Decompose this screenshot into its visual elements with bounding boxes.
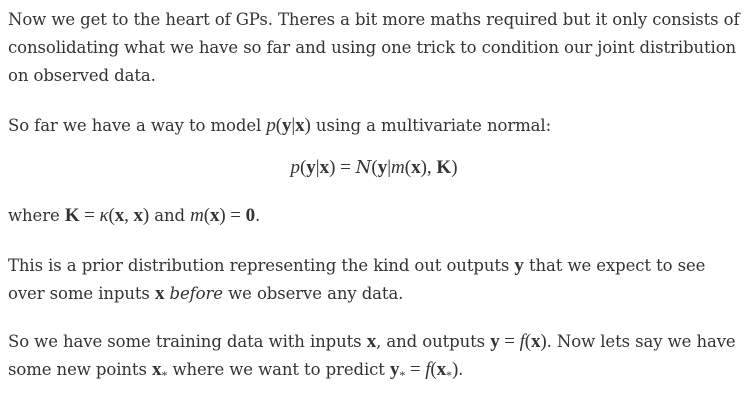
paragraph-model [8,112,740,140]
model-math: p(y|x) [266,115,311,136]
model-after-text: using a multivariate normal: [315,116,552,135]
paragraph-intro: Now we get to the heart of GPs. Theres a bit more maths required but it only consists of consolidating what we have so far and using one trick to condition our joint distribution on observed data. [8,10,740,85]
paragraph-where: where K = κ(x, x) and m(x) = 0. [8,205,261,226]
article-content [8,6,740,384]
emphasis-before: before [169,284,223,303]
model-text: So far we have a way to model [8,116,262,135]
equation-display: p(y|x) = N(y|m(x), K) [290,157,458,178]
paragraph-training: So we have some training data with inputs x, and outputs y = f(x). Now lets say we have some new points $x_*$ where we want to predict $y_* = f(x_*)$. [8,331,736,382]
normal-dist-symbol: N [355,157,372,178]
paragraph-prior: This is a prior distribution representing the kind out outputs y that we expect to see over some inputs x before we observe any data. [8,255,706,304]
